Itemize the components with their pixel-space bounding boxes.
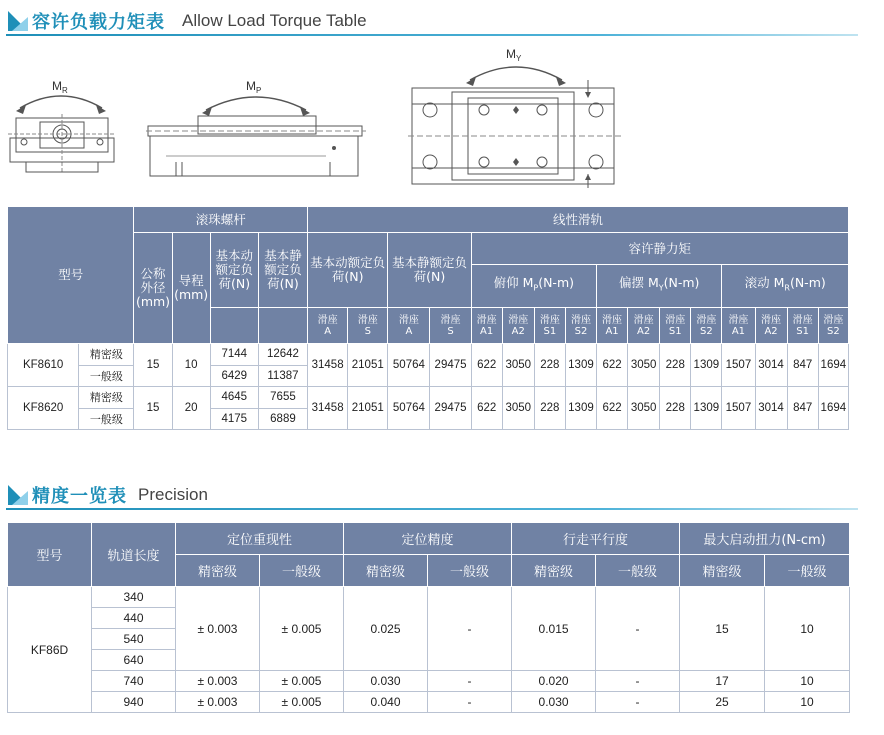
cell-rail-length: 740 xyxy=(92,671,176,692)
th-precise: 精密级 xyxy=(512,555,596,587)
cell-acc-precise: 0.040 xyxy=(344,692,428,713)
cell-roll: 1507 xyxy=(722,344,755,387)
cell-par-normal: - xyxy=(596,587,680,671)
th-precise: 精密级 xyxy=(176,555,260,587)
th-slide-a2: 滑座 A2 xyxy=(755,308,787,344)
mp-moment-diagram xyxy=(146,72,366,182)
th-slide-s2: 滑座 S2 xyxy=(565,308,596,344)
cell-rail-length: 940 xyxy=(92,692,176,713)
section-title-zh: 容许负载力矩表 xyxy=(32,12,165,33)
cell-rep-precise: ± 0.003 xyxy=(176,692,260,713)
th-slide-s1: 滑座 S1 xyxy=(787,308,818,344)
cell-torque-normal: 10 xyxy=(765,671,850,692)
th-nominal-diameter: 公称外径(mm) xyxy=(134,233,172,344)
th-slide-s1: 滑座 S1 xyxy=(534,308,565,344)
cell-torque-normal: 10 xyxy=(765,587,850,671)
th-ballscrew: 滚珠螺杆 xyxy=(134,207,308,233)
cell-roll: 847 xyxy=(787,387,818,430)
section-rule xyxy=(6,508,858,510)
section-rule xyxy=(6,34,858,36)
cell-model: KF8620 xyxy=(8,387,79,430)
cell-yaw: 228 xyxy=(660,344,691,387)
cell-rep-normal: ± 0.005 xyxy=(260,692,344,713)
mr-moment-diagram xyxy=(6,70,118,182)
cell-lin-dyn-a: 31458 xyxy=(308,344,348,387)
th-slide-s2: 滑座 S2 xyxy=(691,308,722,344)
th-accuracy: 定位精度 xyxy=(344,523,512,555)
cell-torque-precise: 25 xyxy=(680,692,765,713)
cell-roll: 3014 xyxy=(755,344,787,387)
th-parallelism: 行走平行度 xyxy=(512,523,680,555)
th-slide-a1: 滑座 A1 xyxy=(597,308,628,344)
th-repeatability: 定位重现性 xyxy=(176,523,344,555)
cell-rep-normal: ± 0.005 xyxy=(260,671,344,692)
cell-stat-load: 11387 xyxy=(258,365,307,387)
cell-model: KF86D xyxy=(8,587,92,713)
cell-diameter: 15 xyxy=(134,344,172,387)
cell-lin-stat-s: 29475 xyxy=(430,344,471,387)
th-yaw-moment: 偏摆 $M_Y(N-m)$ xyxy=(597,265,722,308)
th-slide-a1: 滑座 A1 xyxy=(722,308,755,344)
cell-torque-precise: 17 xyxy=(680,671,765,692)
cell-lead: 10 xyxy=(172,344,210,387)
th-precise: 精密级 xyxy=(680,555,765,587)
cell-rail-length: 540 xyxy=(92,629,176,650)
cell-roll: 1507 xyxy=(722,387,755,430)
th-rail-length: 轨道长度 xyxy=(92,523,176,587)
section-title-en: Precision xyxy=(138,485,208,504)
cell-stat-load: 12642 xyxy=(258,344,307,366)
cell-lin-dyn-s: 21051 xyxy=(348,344,388,387)
th-slide-a: 滑座 A xyxy=(388,308,430,344)
section-marker-icon xyxy=(8,485,28,505)
cell-roll: 847 xyxy=(787,344,818,387)
th-slide-s1: 滑座 S1 xyxy=(660,308,691,344)
th-model: 型号 xyxy=(8,207,134,344)
cell-rail-length: 440 xyxy=(92,608,176,629)
th-slide-s2: 滑座 S2 xyxy=(818,308,848,344)
th-roll-moment: 滚动 $M_R(N-m)$ xyxy=(722,265,849,308)
cell-stat-load: 7655 xyxy=(258,387,307,409)
cell-roll: 3014 xyxy=(755,387,787,430)
section-header-torque xyxy=(6,6,858,36)
section-marker-icon xyxy=(8,11,28,31)
cell-pitch: 3050 xyxy=(502,387,534,430)
cell-dyn-load: 4175 xyxy=(210,408,258,430)
th-normal: 一般级 xyxy=(765,555,850,587)
cell-yaw: 622 xyxy=(597,387,628,430)
cell-pitch: 622 xyxy=(471,344,502,387)
th-pitch-moment: 俯仰 $M_P(N-m)$ xyxy=(471,265,596,308)
th-slide-a: 滑座 A xyxy=(308,308,348,344)
cell-grade: 精密级 xyxy=(79,344,134,366)
cell-par-normal: - xyxy=(596,671,680,692)
cell-pitch: 228 xyxy=(534,387,565,430)
th-normal: 一般级 xyxy=(428,555,512,587)
th-start-torque: 最大启动扭力(N-cm) xyxy=(680,523,850,555)
cell-par-precise: 0.020 xyxy=(512,671,596,692)
th-slide-a2: 滑座 A2 xyxy=(628,308,660,344)
section-title-zh: 精度一览表 xyxy=(32,486,127,507)
th-dynamic-load: 基本动额定负荷(N) xyxy=(210,233,258,308)
th-linear-dynamic-load: 基本动额定负荷(N) xyxy=(308,233,388,308)
cell-pitch: 1309 xyxy=(565,387,596,430)
cell-pitch: 228 xyxy=(534,344,565,387)
cell-rep-precise: ± 0.003 xyxy=(176,587,260,671)
cell-rep-normal: ± 0.005 xyxy=(260,587,344,671)
cell-par-normal: - xyxy=(596,692,680,713)
cell-grade: 一般级 xyxy=(79,408,134,430)
cell-lin-stat-a: 50764 xyxy=(388,344,430,387)
cell-pitch: 1309 xyxy=(565,344,596,387)
cell-grade: 一般级 xyxy=(79,365,134,387)
th-linear-guide: 线性滑轨 xyxy=(308,207,849,233)
th-linear-static-load: 基本静额定负荷(N) xyxy=(388,233,471,308)
svg-text:MR: $M_R$ xyxy=(52,79,68,95)
th-slide-s: 滑座 S xyxy=(348,308,388,344)
cell-lin-dyn-a: 31458 xyxy=(308,387,348,430)
cell-acc-normal: - xyxy=(428,587,512,671)
cell-yaw: 3050 xyxy=(628,387,660,430)
th-empty xyxy=(210,308,258,344)
cell-stat-load: 6889 xyxy=(258,408,307,430)
cell-acc-precise: 0.025 xyxy=(344,587,428,671)
th-allow-static-moment: 容许静力矩 xyxy=(471,233,848,265)
cell-acc-precise: 0.030 xyxy=(344,671,428,692)
allow-load-torque-table xyxy=(7,206,849,430)
cell-model: KF8610 xyxy=(8,344,79,387)
cell-lin-stat-a: 50764 xyxy=(388,387,430,430)
cell-rep-precise: ± 0.003 xyxy=(176,671,260,692)
th-slide-a2: 滑座 A2 xyxy=(502,308,534,344)
precision-table xyxy=(7,522,850,713)
cell-yaw: 3050 xyxy=(628,344,660,387)
th-model: 型号 xyxy=(8,523,92,587)
cell-grade: 精密级 xyxy=(79,387,134,409)
cell-par-precise: 0.015 xyxy=(512,587,596,671)
cell-acc-normal: - xyxy=(428,692,512,713)
cell-torque-normal: 10 xyxy=(765,692,850,713)
th-slide-s: 滑座 S xyxy=(430,308,471,344)
th-precise: 精密级 xyxy=(344,555,428,587)
my-moment-diagram xyxy=(408,44,624,188)
cell-rail-length: 640 xyxy=(92,650,176,671)
cell-roll: 1694 xyxy=(818,387,848,430)
cell-roll: 1694 xyxy=(818,344,848,387)
cell-rail-length: 340 xyxy=(92,587,176,608)
section-title-en: Allow Load Torque Table xyxy=(182,11,367,30)
cell-par-precise: 0.030 xyxy=(512,692,596,713)
cell-lin-dyn-s: 21051 xyxy=(348,387,388,430)
section-header-precision xyxy=(6,480,858,510)
svg-text:MY: $M_Y$ xyxy=(506,47,522,63)
th-normal: 一般级 xyxy=(596,555,680,587)
cell-dyn-load: 6429 xyxy=(210,365,258,387)
cell-dyn-load: 4645 xyxy=(210,387,258,409)
th-lead: 导程(mm) xyxy=(172,233,210,344)
th-slide-a1: 滑座 A1 xyxy=(471,308,502,344)
cell-yaw: 1309 xyxy=(691,344,722,387)
cell-torque-precise: 15 xyxy=(680,587,765,671)
cell-yaw: 228 xyxy=(660,387,691,430)
cell-lead: 20 xyxy=(172,387,210,430)
th-static-load: 基本静额定负荷(N) xyxy=(258,233,307,308)
th-normal: 一般级 xyxy=(260,555,344,587)
cell-dyn-load: 7144 xyxy=(210,344,258,366)
th-empty xyxy=(258,308,307,344)
cell-lin-stat-s: 29475 xyxy=(430,387,471,430)
cell-acc-normal: - xyxy=(428,671,512,692)
cell-yaw: 1309 xyxy=(691,387,722,430)
cell-pitch: 3050 xyxy=(502,344,534,387)
cell-yaw: 622 xyxy=(597,344,628,387)
cell-pitch: 622 xyxy=(471,387,502,430)
cell-diameter: 15 xyxy=(134,387,172,430)
svg-text:MP: $M_P$ xyxy=(246,79,262,95)
